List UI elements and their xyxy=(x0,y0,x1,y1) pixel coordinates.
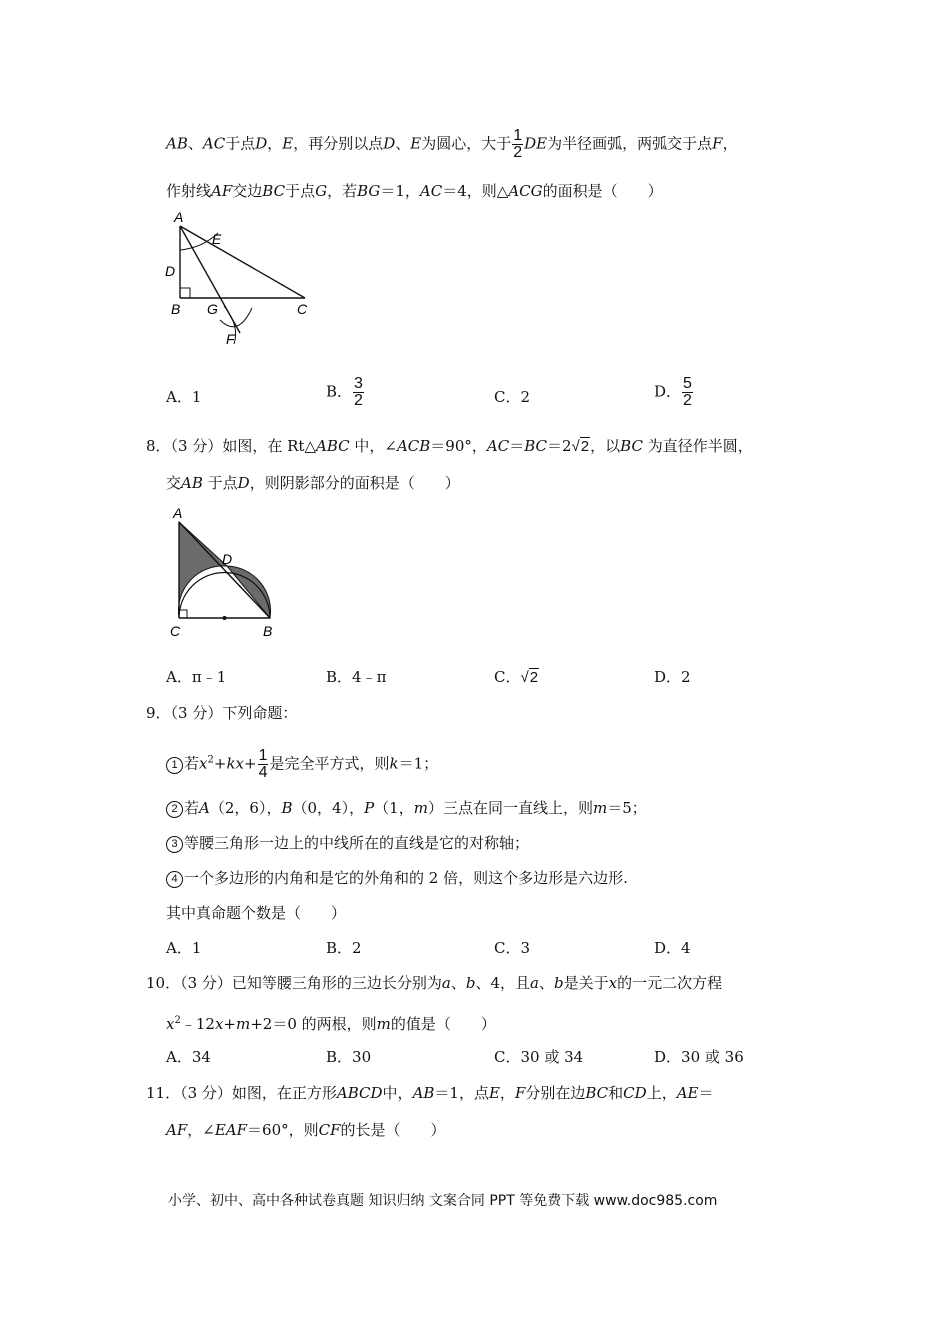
q10-text: m xyxy=(235,1015,251,1033)
q9-text: m xyxy=(413,799,428,817)
q8-text: ，以 xyxy=(590,437,621,455)
q11-text: ＝60°，则 xyxy=(247,1121,319,1139)
q9-text: （0，4）， xyxy=(292,799,365,817)
q10-text: 、 xyxy=(450,974,466,992)
q9-statement-3 xyxy=(166,832,529,854)
q10-text: ﹣12 xyxy=(180,1015,215,1033)
option-d-fraction xyxy=(682,376,693,409)
q11-line1 xyxy=(146,1082,714,1104)
q11-text: AF xyxy=(166,1121,188,1139)
q8-text: BC xyxy=(524,437,547,455)
q9-statement-2 xyxy=(166,797,647,819)
q7-text: ，再分别以点 xyxy=(293,134,384,153)
superscript: 2 xyxy=(174,1015,181,1026)
label-a: A xyxy=(174,209,184,225)
q11-text: ＝ xyxy=(698,1084,714,1102)
label-f: F xyxy=(226,331,235,347)
label-a: A xyxy=(173,505,183,521)
option-d-prefix: D． xyxy=(654,382,682,401)
q7-figure xyxy=(160,208,330,350)
q8-option-c xyxy=(494,666,539,689)
q8-option-a: A．π﹣1 xyxy=(166,668,227,686)
q11-text: 和 xyxy=(608,1084,624,1102)
q9-text: A xyxy=(199,799,210,817)
option-c-prefix: C． xyxy=(494,668,521,686)
q10-text: a xyxy=(441,974,451,992)
q7-text: ＝1， xyxy=(380,182,420,200)
option-b-prefix: B． xyxy=(326,382,353,401)
q10-text: + xyxy=(223,1015,236,1033)
label-b: B xyxy=(263,623,273,639)
q8-text: 于点 xyxy=(202,474,238,492)
q11-text: ，∠ xyxy=(187,1121,215,1139)
q9-text: x xyxy=(199,754,208,773)
label-d: D xyxy=(165,263,176,279)
q7-text: ACG xyxy=(508,182,543,200)
q8-text: 为直径作半圆， xyxy=(642,437,753,455)
q10-option-b: B．30 xyxy=(326,1048,372,1066)
q11-text: BC xyxy=(585,1084,609,1102)
q7-text: E xyxy=(282,134,294,153)
fraction-denominator: 2 xyxy=(354,392,363,409)
right-angle-mark xyxy=(179,610,187,618)
label-c: C xyxy=(297,301,308,317)
q8-text: 中，∠ xyxy=(349,437,397,455)
q10-option-d: D．30 或 36 xyxy=(654,1048,744,1066)
q7-text: F xyxy=(712,134,723,153)
q8-option-b: B．4﹣π xyxy=(326,668,387,686)
q10-text: 的一元二次方程 xyxy=(617,974,723,992)
q8-text: D xyxy=(237,474,250,492)
q9-fraction xyxy=(258,748,269,781)
q7-text: ， xyxy=(267,134,283,153)
q8-text: ＝90°， xyxy=(430,437,487,455)
q11-text: 分别在边 xyxy=(525,1084,586,1102)
label-g: G xyxy=(207,301,218,317)
q8-figure xyxy=(165,504,290,642)
page-footer: 小学、初中、高中各种试卷真题 知识归纳 文案合同 PPT 等免费下载 www.doc985.com xyxy=(168,1193,718,1209)
q9-statement-4 xyxy=(166,867,628,889)
q10-line2 xyxy=(166,1010,496,1035)
q11-text: ＝1，点 xyxy=(434,1084,489,1102)
q9-option-d: D．4 xyxy=(654,939,691,957)
q9-option-b: B．2 xyxy=(326,939,362,957)
q7-text: ，若 xyxy=(327,182,358,200)
q9-text: 等腰三角形一边上的中线所在的直线是它的对称轴； xyxy=(184,834,530,852)
q9-text: （1， xyxy=(374,799,414,817)
q7-text: 的面积是（ ） xyxy=(542,182,663,200)
q11-text: ， xyxy=(499,1084,515,1102)
q9-text: 若 xyxy=(184,799,200,817)
fraction-numerator: 1 xyxy=(513,127,523,144)
q7-option-b xyxy=(326,376,365,409)
q8-text: AB xyxy=(181,474,203,492)
superscript: 2 xyxy=(207,754,214,766)
q10-text: x xyxy=(608,974,618,992)
q7-text: 交边 xyxy=(232,182,263,200)
q11-text: 中， xyxy=(382,1084,413,1102)
q11-text: EAF xyxy=(214,1121,248,1139)
q7-text: AF xyxy=(211,182,233,200)
q8-text: ＝2 xyxy=(547,437,572,455)
label-e: E xyxy=(212,231,222,247)
q8-text: BC xyxy=(620,437,643,455)
q11-line2 xyxy=(166,1119,446,1141)
q11-text: AB xyxy=(412,1084,435,1102)
q7-text: ＝4，则△ xyxy=(442,182,509,200)
q7-text: E xyxy=(410,134,422,153)
q8-text: ABC xyxy=(315,437,350,455)
q10-text: x xyxy=(166,1015,175,1033)
q11-text: 11．（3 分）如图，在正方形 xyxy=(146,1084,337,1102)
q9-text: kx xyxy=(226,754,244,773)
segment-ac xyxy=(180,226,305,298)
fraction-denominator: 2 xyxy=(513,144,523,161)
q10-line1 xyxy=(146,972,722,994)
q8-text: 8．（3 分）如图，在 Rt△ xyxy=(146,437,316,455)
q9-text: P xyxy=(364,799,375,817)
q7-text: AC xyxy=(419,182,443,200)
center-point xyxy=(223,616,227,620)
q9-text: 一个多边形的内角和是它的外角和的 2 倍，则这个多边形是六边形. xyxy=(184,869,628,887)
arc-f1 xyxy=(220,308,252,327)
q9-text: 是完全平方式，则 xyxy=(269,754,390,773)
q7-text: 为圆心，大于 xyxy=(421,134,512,153)
q9-option-a: A．1 xyxy=(166,939,202,957)
q9-text: ＝1； xyxy=(398,754,439,773)
q10-text: b xyxy=(465,974,476,992)
q9-text: （2，6）， xyxy=(209,799,282,817)
q11-text: F xyxy=(514,1084,526,1102)
q11-text: AE xyxy=(676,1084,699,1102)
q7-text: 、 xyxy=(187,134,203,153)
fraction-denominator: 4 xyxy=(258,764,268,781)
label-b: B xyxy=(171,301,181,317)
option-b-fraction xyxy=(353,376,364,409)
q7-fraction xyxy=(512,128,523,161)
q8-option-d: D．2 xyxy=(654,668,691,686)
right-angle-mark xyxy=(180,288,190,298)
label-d: D xyxy=(222,551,233,567)
sqrt-radicand: 2 xyxy=(580,438,590,455)
q9-text: 若 xyxy=(184,754,200,773)
q7-text: 作射线 xyxy=(166,182,212,200)
q7-text: 、 xyxy=(395,134,411,153)
q10-text: 、4，且 xyxy=(475,974,531,992)
q10-text: 10．（3 分）已知等腰三角形的三边长分别为 xyxy=(146,974,442,992)
q10-text: m xyxy=(376,1015,391,1033)
q8-line1 xyxy=(146,435,753,458)
q10-text: 的值是（ ） xyxy=(390,1015,496,1033)
circled-number: 1 xyxy=(166,757,183,774)
q7-option-c: C．2 xyxy=(494,388,531,406)
q7-text: G xyxy=(315,182,328,200)
q9-text: m xyxy=(592,799,608,817)
circled-number: 2 xyxy=(166,801,183,818)
q9-text: k xyxy=(389,754,399,773)
q7-option-a: A．1 xyxy=(166,388,202,406)
q9-question: 其中真命题个数是（ ） xyxy=(166,904,347,922)
q9-text: B xyxy=(281,799,293,817)
q8-line2 xyxy=(166,472,460,494)
q10-option-a: A．34 xyxy=(166,1048,211,1066)
q10-text: a xyxy=(530,974,539,992)
q9-statement-1 xyxy=(166,748,438,781)
label-c: C xyxy=(170,623,181,639)
circled-number: 3 xyxy=(166,836,183,853)
q7-line1 xyxy=(166,128,738,161)
q11-text: 的长是（ ） xyxy=(340,1121,446,1139)
q7-text: D xyxy=(255,134,268,153)
q10-text: x xyxy=(214,1015,224,1033)
q7-text: BG xyxy=(357,182,381,200)
q10-option-c: C．30 或 34 xyxy=(494,1048,584,1066)
circled-number: 4 xyxy=(166,871,183,888)
q10-text: b xyxy=(554,974,564,992)
q7-text: 为半径画弧，两弧交于点 xyxy=(547,134,713,153)
fraction-denominator: 2 xyxy=(683,392,692,409)
q8-text: ＝ xyxy=(509,437,525,455)
q11-text: E xyxy=(488,1084,500,1102)
q7-text: 于点 xyxy=(225,134,256,153)
q9-text: + xyxy=(244,754,257,773)
q10-text: 、 xyxy=(538,974,554,992)
q9-text: ＝5； xyxy=(607,799,647,817)
q9-title: 9．（3 分）下列命题： xyxy=(146,704,298,722)
sqrt-radicand: 2 xyxy=(529,669,539,686)
q8-text: 交 xyxy=(166,474,182,492)
option-c-sqrt: √2 xyxy=(520,669,539,686)
q7-text: ， xyxy=(722,134,738,153)
q11-text: CF xyxy=(318,1121,341,1139)
q8-text: ACB xyxy=(396,437,431,455)
q8-text: AC xyxy=(486,437,510,455)
fraction-numerator: 1 xyxy=(258,747,268,764)
q7-option-d xyxy=(654,376,694,409)
q11-text: CD xyxy=(623,1084,647,1102)
q7-text: AC xyxy=(202,134,226,153)
q10-text: +2＝0 的两根，则 xyxy=(250,1015,377,1033)
q7-text: 于点 xyxy=(285,182,316,200)
q9-text: ）三点在同一直线上，则 xyxy=(427,799,593,817)
shaded-region-left xyxy=(178,522,227,618)
q7-line2 xyxy=(166,180,663,202)
fraction-numerator: 5 xyxy=(683,375,692,392)
q11-text: 上， xyxy=(646,1084,677,1102)
q9-option-c: C．3 xyxy=(494,939,531,957)
q7-text: BC xyxy=(262,182,286,200)
q7-text: AB xyxy=(166,134,188,153)
q9-text: + xyxy=(213,754,227,773)
q11-text: ABCD xyxy=(336,1084,383,1102)
q7-text: DE xyxy=(524,134,548,153)
q8-text: ，则阴影部分的面积是（ ） xyxy=(249,474,460,492)
q8-sqrt: √2 xyxy=(571,438,590,455)
fraction-numerator: 3 xyxy=(354,375,363,392)
q7-text: D xyxy=(383,134,396,153)
q10-text: 是关于 xyxy=(563,974,609,992)
